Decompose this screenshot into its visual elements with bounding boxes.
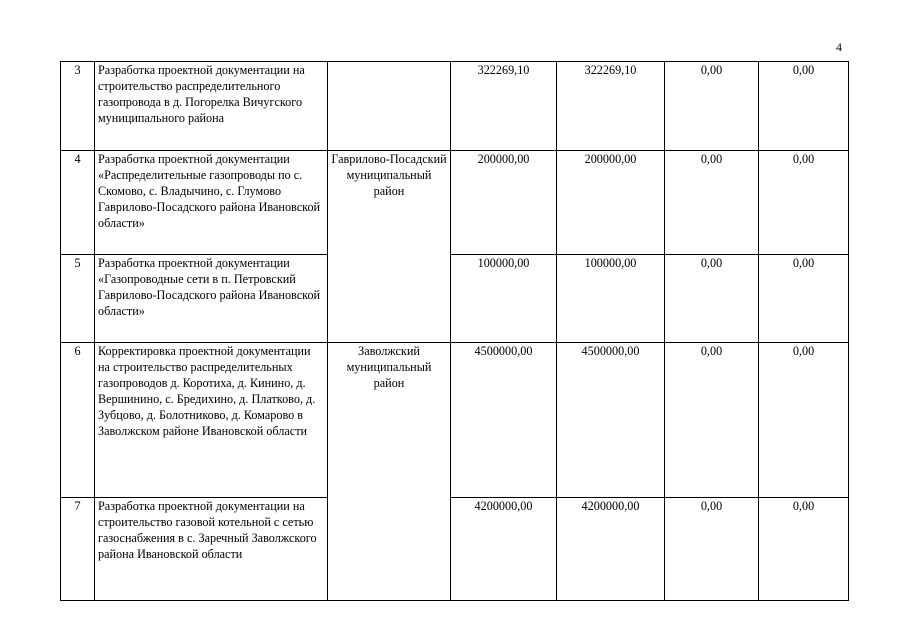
page-number: 4 bbox=[836, 40, 842, 54]
amount-col4: 0,00 bbox=[759, 343, 849, 498]
table-row bbox=[61, 343, 849, 498]
amount-col3: 0,00 bbox=[665, 255, 759, 343]
amount-col2: 4500000,00 bbox=[557, 343, 665, 498]
amount-col3: 0,00 bbox=[665, 151, 759, 255]
funding-table bbox=[60, 61, 849, 601]
district-cell bbox=[328, 62, 451, 151]
total-amount: 322269,10 bbox=[451, 62, 557, 151]
total-amount: 200000,00 bbox=[451, 151, 557, 255]
work-description: Разработка проектной документации на строительство распределительного газопровода в д. Погорелка Вичугского муниципального района bbox=[95, 62, 328, 151]
amount-col3: 0,00 bbox=[665, 343, 759, 498]
district-cell: Заволжский муниципальный район bbox=[328, 343, 451, 601]
amount-col4: 0,00 bbox=[759, 151, 849, 255]
total-amount: 4500000,00 bbox=[451, 343, 557, 498]
amount-col3: 0,00 bbox=[665, 498, 759, 601]
row-number: 5 bbox=[61, 255, 95, 343]
amount-col3: 0,00 bbox=[665, 62, 759, 151]
row-number: 4 bbox=[61, 151, 95, 255]
amount-col4: 0,00 bbox=[759, 498, 849, 601]
amount-col2: 100000,00 bbox=[557, 255, 665, 343]
amount-col2: 322269,10 bbox=[557, 62, 665, 151]
row-number: 3 bbox=[61, 62, 95, 151]
district-cell: Гаврилово-Посадский муниципальный район bbox=[328, 151, 451, 343]
table-row bbox=[61, 255, 849, 343]
table-row bbox=[61, 498, 849, 601]
work-description: Разработка проектной документации «Газопроводные сети в п. Петровский Гаврилово-Посадского района Ивановской области» bbox=[95, 255, 328, 343]
table-row bbox=[61, 151, 849, 255]
work-description: Разработка проектной документации на строительство газовой котельной с сетью газоснабжения в с. Заречный Заволжского района Ивановской области bbox=[95, 498, 328, 601]
work-description: Корректировка проектной документации на строительство распределительных газопроводов д. Коротиха, д. Кинино, д. Вершинино, с. Бредихино, д. Платково, д. Зубцово, д. Болотниково, д. Комарово в Заволжском районе Ивановской области bbox=[95, 343, 328, 498]
amount-col4: 0,00 bbox=[759, 62, 849, 151]
amount-col2: 4200000,00 bbox=[557, 498, 665, 601]
row-number: 7 bbox=[61, 498, 95, 601]
table-row bbox=[61, 62, 849, 151]
amount-col4: 0,00 bbox=[759, 255, 849, 343]
row-number: 6 bbox=[61, 343, 95, 498]
total-amount: 4200000,00 bbox=[451, 498, 557, 601]
amount-col2: 200000,00 bbox=[557, 151, 665, 255]
total-amount: 100000,00 bbox=[451, 255, 557, 343]
work-description: Разработка проектной документации «Распределительные газопроводы по с. Скомово, с. Владычино, с. Глумово Гаврилово-Посадского района Ивановской области» bbox=[95, 151, 328, 255]
